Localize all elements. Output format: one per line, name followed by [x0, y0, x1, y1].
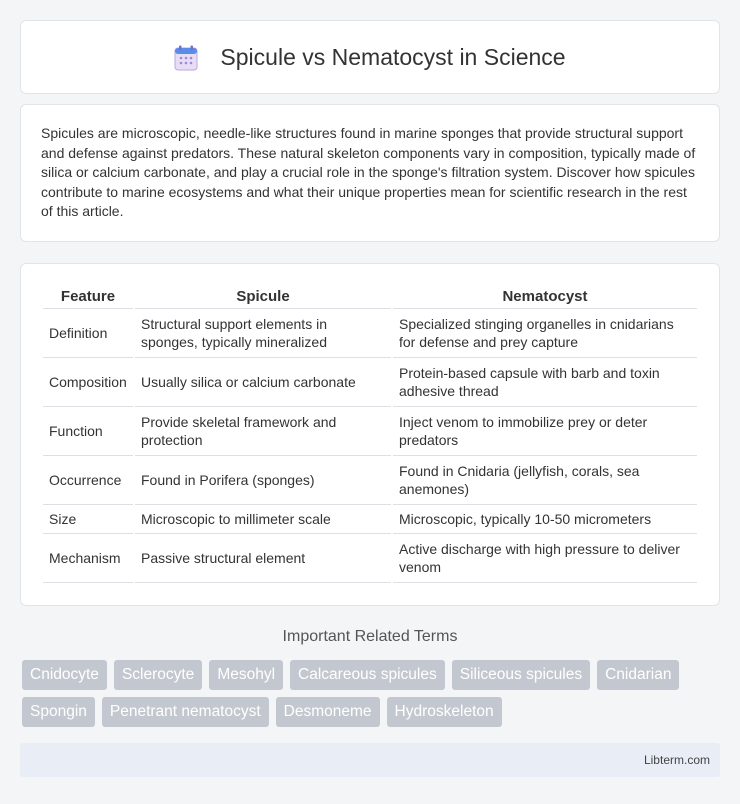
table-cell: Size	[43, 505, 133, 534]
column-header-feature: Feature	[43, 284, 133, 309]
term-tag[interactable]: Cnidarian	[597, 660, 679, 690]
related-terms-list	[22, 660, 720, 734]
table-cell: Passive structural element	[135, 534, 391, 583]
table-cell: Found in Porifera (sponges)	[135, 456, 391, 505]
intro-card	[20, 104, 720, 242]
table-row	[43, 505, 697, 534]
header-card	[20, 20, 720, 94]
table-cell: Usually silica or calcium carbonate	[135, 358, 391, 407]
table-cell: Found in Cnidaria (jellyfish, corals, sea anemones)	[393, 456, 697, 505]
table-cell: Protein-based capsule with barb and toxin adhesive thread	[393, 358, 697, 407]
table-header-row	[43, 284, 697, 309]
term-tag[interactable]: Penetrant nematocyst	[102, 697, 269, 727]
comparison-table	[41, 284, 699, 583]
column-header-spicule: Spicule	[135, 284, 391, 309]
table-cell: Mechanism	[43, 534, 133, 583]
term-tag[interactable]: Calcareous spicules	[290, 660, 445, 690]
term-tag[interactable]: Desmoneme	[276, 697, 380, 727]
term-tag[interactable]: Sclerocyte	[114, 660, 202, 690]
calendar-icon	[174, 45, 198, 69]
table-cell: Function	[43, 407, 133, 456]
footer-brand-link[interactable]: Libterm.com	[643, 753, 710, 767]
table-cell: Structural support elements in sponges, typically mineralized	[135, 309, 391, 358]
table-row	[43, 407, 697, 456]
table-row	[43, 534, 697, 583]
comparison-table-card	[20, 263, 720, 606]
page-title: Spicule vs Nematocyst in Science	[220, 43, 566, 70]
table-cell: Active discharge with high pressure to deliver venom	[393, 534, 697, 583]
footer	[20, 743, 720, 777]
table-cell: Definition	[43, 309, 133, 358]
table-cell: Provide skeletal framework and protection	[135, 407, 391, 456]
table-row	[43, 309, 697, 358]
table-cell: Composition	[43, 358, 133, 407]
table-cell: Microscopic, typically 10-50 micrometers	[393, 505, 697, 534]
term-tag[interactable]: Spongin	[22, 697, 95, 727]
table-row	[43, 358, 697, 407]
term-tag[interactable]: Hydroskeleton	[387, 697, 502, 727]
table-cell: Microscopic to millimeter scale	[135, 505, 391, 534]
term-tag[interactable]: Mesohyl	[209, 660, 283, 690]
table-row	[43, 456, 697, 505]
term-tag[interactable]: Cnidocyte	[22, 660, 107, 690]
intro-paragraph: Spicules are microscopic, needle-like structures found in marine sponges that provide structural support and defense against predators. These natural skeleton components vary in composition, typically made of silica or calcium carbonate, and play a crucial role in the sponge's filtration system. Discover how spicules contribute to marine ecosystems and what their unique properties mean for scientific research in the rest of this article.	[41, 125, 696, 220]
related-terms-title: Important Related Terms	[282, 628, 458, 645]
table-cell: Occurrence	[43, 456, 133, 505]
term-tag[interactable]: Siliceous spicules	[452, 660, 590, 690]
table-cell: Inject venom to immobilize prey or deter predators	[393, 407, 697, 456]
column-header-nematocyst: Nematocyst	[393, 284, 697, 309]
table-cell: Specialized stinging organelles in cnidarians for defense and prey capture	[393, 309, 697, 358]
